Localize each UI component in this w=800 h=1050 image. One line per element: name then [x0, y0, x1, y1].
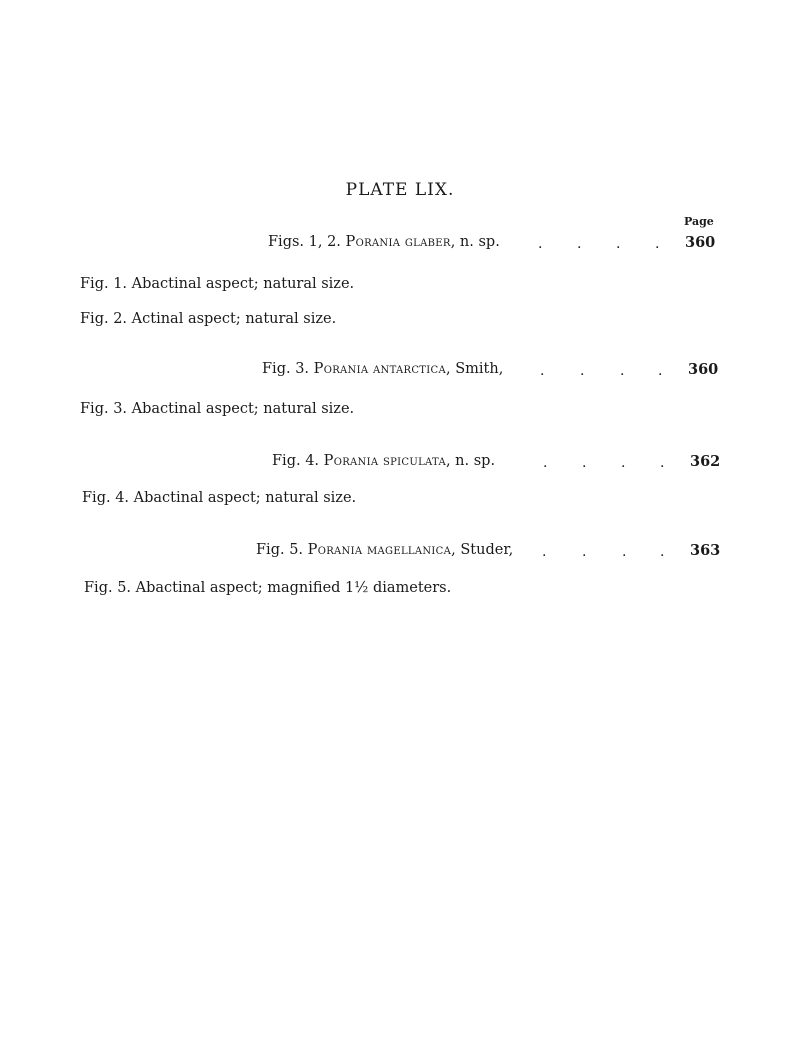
figure-label: Fig. 1.	[80, 276, 128, 292]
figure-description	[80, 401, 354, 417]
species-name: glaber	[404, 234, 451, 250]
species-suffix: , n. sp.	[445, 453, 496, 469]
species-name: magellanica	[367, 542, 452, 558]
figure-description	[84, 580, 451, 596]
description-text: Abactinal aspect; natural size.	[131, 401, 355, 417]
species-name: spiculata	[383, 453, 446, 469]
genus-name: Porania	[323, 453, 379, 469]
figure-description	[82, 490, 356, 506]
figure-numbers: Fig. 4.	[272, 453, 320, 469]
species-suffix: , Studer,	[451, 542, 514, 558]
page-number: 360	[688, 361, 719, 378]
page-number: 360	[685, 234, 716, 251]
figure-entry-heading	[256, 542, 513, 558]
figure-label: Fig. 2.	[80, 311, 128, 327]
figure-numbers: Fig. 3.	[262, 361, 310, 377]
figure-description	[80, 276, 354, 292]
species-name: antarctica	[373, 361, 446, 377]
genus-name: Porania	[345, 234, 401, 250]
figure-label: Fig. 4.	[82, 490, 130, 506]
page-column-header: Page	[684, 215, 714, 228]
figure-entry-heading	[262, 361, 503, 377]
genus-name: Porania	[313, 361, 369, 377]
description-text: Actinal aspect; natural size.	[131, 311, 337, 327]
description-text: Abactinal aspect; natural size.	[133, 490, 357, 506]
plate-title: PLATE LIX.	[345, 180, 455, 200]
figure-description	[80, 311, 336, 327]
page-number: 363	[690, 542, 721, 559]
description-text: Abactinal aspect; magnified 1½ diameters.	[135, 580, 452, 596]
page-number: 362	[690, 453, 721, 470]
figure-numbers: Figs. 1, 2.	[268, 234, 341, 250]
figure-label: Fig. 3.	[80, 401, 128, 417]
species-suffix: , Smith,	[446, 361, 504, 377]
species-suffix: , n. sp.	[450, 234, 500, 250]
description-text: Abactinal aspect; natural size.	[131, 276, 355, 292]
genus-name: Porania	[307, 542, 363, 558]
figure-label: Fig. 5.	[84, 580, 132, 596]
figure-entry-heading	[268, 234, 500, 250]
figure-numbers: Fig. 5.	[256, 542, 304, 558]
figure-entry-heading	[272, 453, 495, 469]
